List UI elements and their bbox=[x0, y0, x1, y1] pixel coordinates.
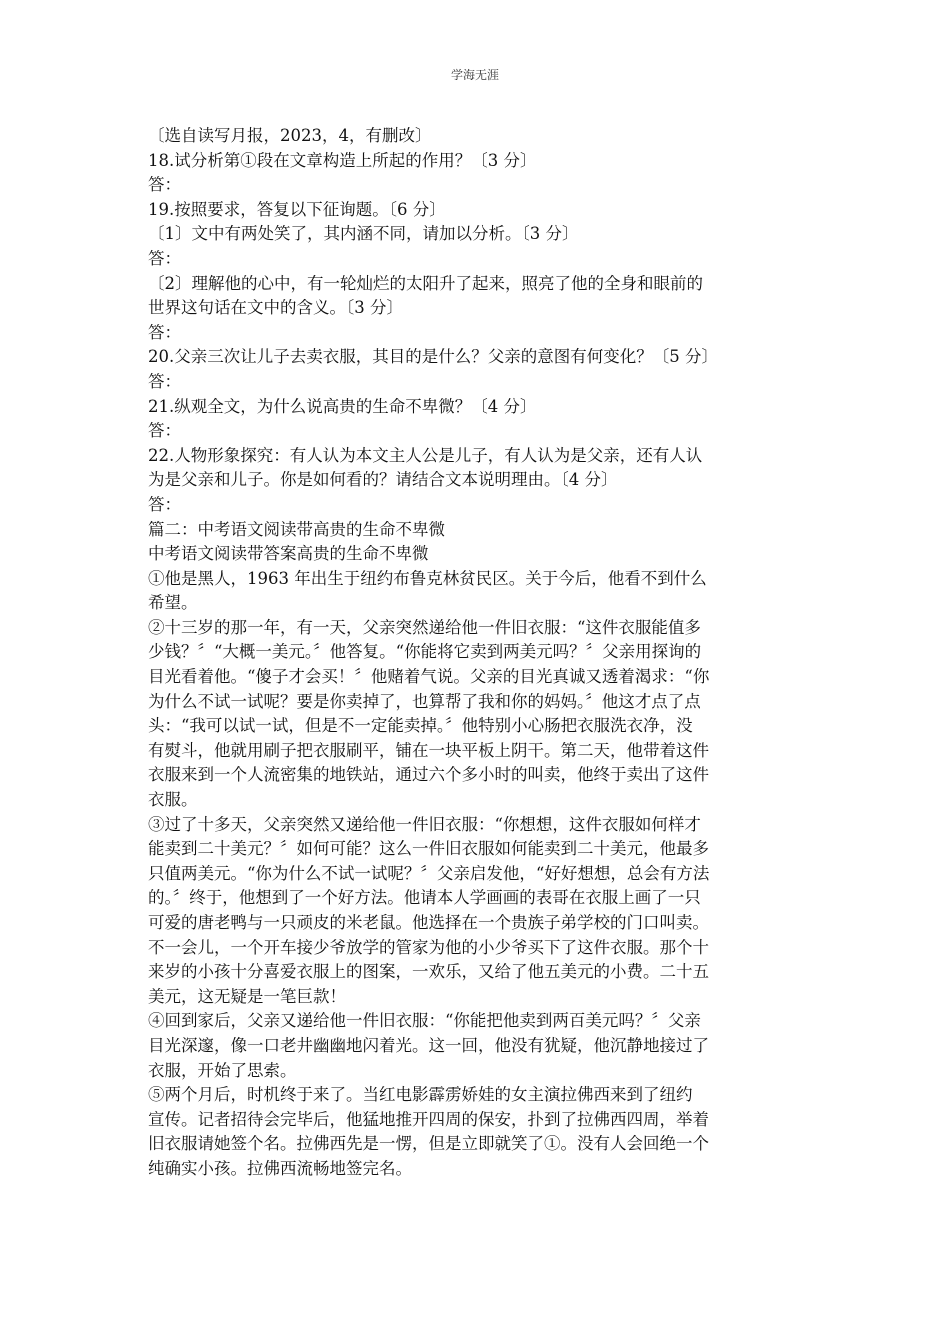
question-20: 20.父亲三次让儿子去卖衣服，其目的是什么？父亲的意图有何变化？〔5 分〕 bbox=[148, 347, 718, 367]
question-22-cont: 为是父亲和儿子。你是如何看的？请结合文本说明理由。〔4 分〕 bbox=[148, 470, 618, 490]
paragraph-3-cont: 只值两美元。“你为什么不试一试呢？〞父亲启发他，“好好想想，总会有方法 bbox=[148, 863, 710, 883]
answer-label: 答： bbox=[148, 175, 181, 195]
paragraph-4-cont: 衣服，开始了思索。 bbox=[148, 1060, 297, 1080]
answer-label: 答： bbox=[148, 248, 181, 268]
question-18: 18.试分析第①段在文章构造上所起的作用？〔3 分〕 bbox=[148, 150, 537, 170]
answer-label: 答： bbox=[148, 494, 181, 514]
paragraph-2-cont: 衣服。 bbox=[148, 790, 198, 810]
document-body bbox=[148, 124, 804, 1182]
paragraph-3-cont: 可爱的唐老鸭与一只顽皮的米老鼠。他选择在一个贵族子弟学校的门口叫卖。 bbox=[148, 913, 709, 932]
paragraph-5-cont: 旧衣服请她签个名。拉佛西先是一愣，但是立即就笑了①。没有人会回绝一个 bbox=[148, 1134, 709, 1154]
question-21: 21.纵观全文，为什么说高贵的生命不卑微？〔4 分〕 bbox=[148, 396, 537, 416]
article-title: 中考语文阅读带答案高贵的生命不卑微 bbox=[148, 544, 429, 564]
paragraph-3: ③过了十多天，父亲突然又递给他一件旧衣服：“你想想，这件衣服如何样才 bbox=[148, 814, 701, 834]
paragraph-3-cont: 美元，这无疑是一笔巨款！ bbox=[148, 986, 346, 1006]
paragraph-2-cont: 衣服来到一个人流密集的地铁站，通过六个多小时的叫卖，他终于卖出了这件 bbox=[148, 765, 709, 785]
paragraph-2-cont: 头：“我可以试一试，但是不一定能卖掉。〞他特别小心肠把衣服洗衣净，没 bbox=[148, 716, 693, 736]
paragraph-3-cont: 的。〞终于，他想到了一个好方法。他请本人学画画的表哥在衣服上画了一只 bbox=[148, 888, 701, 908]
paragraph-3-cont: 不一会儿，一个开车接少爷放学的管家为他的小少爷买下了这件衣服。那个十 bbox=[148, 937, 709, 957]
paragraph-2: ②十三岁的那一年，有一天，父亲突然递给他一件旧衣服：“这件衣服能值多 bbox=[148, 617, 701, 637]
paragraph-3-cont: 来岁的小孩十分喜爱衣服上的图案，一欢乐，又给了他五美元的小费。二十五 bbox=[148, 962, 709, 982]
paragraph-5-cont: 宣传。记者招待会完毕后，他猛地推开四周的保安，扑到了拉佛西四周，举着 bbox=[148, 1109, 709, 1129]
page-header: 学海无涯 bbox=[450, 68, 499, 82]
question-19-2: 〔2〕理解他的心中，有一轮灿烂的太阳升了起来，照亮了他的全身和眼前的 bbox=[148, 273, 703, 293]
paragraph-4: ④回到家后，父亲又递给他一件旧衣服：“你能把他卖到两百美元吗？〞父亲 bbox=[148, 1011, 701, 1031]
paragraph-2-cont: 少钱？〞“大概一美元。〞他答复。“你能将它卖到两美元吗？〞父亲用探询的 bbox=[148, 642, 702, 662]
paragraph-5-cont: 纯确实小孩。拉佛西流畅地签完名。 bbox=[148, 1158, 412, 1178]
paragraph-3-cont: 能卖到二十美元？〞如何可能？这么一件旧衣服如何能卖到二十美元，他最多 bbox=[148, 839, 709, 859]
paragraph-1-cont: 希望。 bbox=[148, 593, 198, 613]
answer-label: 答： bbox=[148, 371, 181, 391]
question-19-2-cont: 世界这句话在文中的含义。〔3 分〕 bbox=[148, 298, 403, 318]
paragraph-5: ⑤两个月后，时机终于来了。当红电影霹雳娇娃的女主演拉佛西来到了纽约 bbox=[148, 1085, 693, 1105]
answer-label: 答： bbox=[148, 322, 181, 342]
paragraph-4-cont: 目光深邃，像一口老井幽幽地闪着光。这一回，他没有犹疑，他沉静地接过了 bbox=[148, 1035, 709, 1055]
question-19-1: 〔1〕文中有两处笑了，其内涵不同，请加以分析。〔3 分〕 bbox=[148, 224, 579, 244]
section-title: 篇二：中考语文阅读带高贵的生命不卑微 bbox=[148, 519, 445, 539]
question-22: 22.人物形象探究：有人认为本文主人公是儿子，有人认为是父亲，还有人认 bbox=[148, 445, 703, 465]
source-note: 〔选自读写月报，2023，4，有删改〕 bbox=[148, 126, 432, 145]
paragraph-2-cont: 为什么不试一试呢？要是你卖掉了，也算帮了我和你的妈妈。〞他这才点了点 bbox=[148, 691, 701, 711]
paragraph-2-cont: 有熨斗，他就用刷子把衣服刷平，铺在一块平板上阴干。第二天，他带着这件 bbox=[148, 740, 709, 760]
question-19: 19.按照要求，答复以下征询题。〔6 分〕 bbox=[148, 199, 446, 219]
answer-label: 答： bbox=[148, 421, 181, 441]
paragraph-1: ①他是黑人，1963 年出生于纽约布鲁克林贫民区。关于今后，他看不到什么 bbox=[148, 568, 707, 588]
paragraph-2-cont: 目光看着他。“傻子才会买！〞他赌着气说。父亲的目光真诚又透着渴求：“你 bbox=[148, 667, 710, 687]
